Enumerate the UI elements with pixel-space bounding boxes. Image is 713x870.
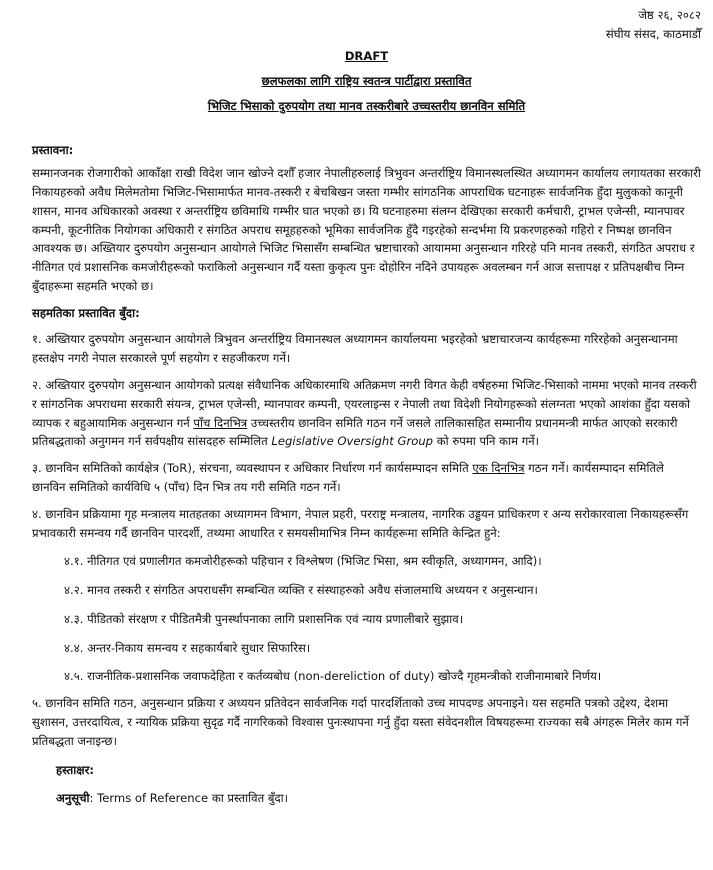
point-3-part-a: ३. छानविन समितिको कार्यक्षेत्र (ToR), संरचना, व्यवस्थापन र अधिकार निर्धारण गर्न कार्यसम्पादन समिति [32,461,473,476]
sub-point-4-2: ४.२. मानव तस्करी र संगठित अपराधसँग सम्बन्धित व्यक्ति र संस्थाहरुको अवैध संजालमाथि अध्ययन र अनुसन्धान। [64,583,538,598]
point-2-part-a: २. अख्तियार दुरुपयोग अनुसन्धान आयोगको प्रत्यक्ष संवैधानिक अधिकारमाथि अतिक्रमण नगरी विगत केही वर्षहरुमा भिजिट-भिसाको नाममा भएको मानव तस्करी र सांगठनिक अपराधमा सरकारी संयन्त्र, ट्राभल एजेन्सी, म्यानपावर कम्पनी, एयरलाइन्स र नेपाली तथा विदेशी नियोगहरूको संलग्नता भएको आशंका हुँदा यसको व्यापक र बहुआयामिक अनुसन्धान गर्न [32,378,697,430]
sub-point-4-1: ४.१. नीतिगत एवं प्रणालीगत कमजोरीहरूको पहिचान र विश्लेषण (भिजिट भिसा, श्रम स्वीकृति, अध्यागमन, आदि)। [64,554,542,569]
point-2-text [32,376,701,451]
agreement-point-5 [32,694,701,750]
agreement-point-4 [32,505,701,543]
sub-point-4-5: ४.५. राजनीतिक-प्रशासनिक जवाफदेहिता र कर्तव्यबोध (non-dereliction of duty) खोज्दै गृहमन्त्रीको राजीनामाबारे निर्णय। [64,669,602,684]
agreement-point-1 [32,330,701,368]
draft-label: DRAFT [344,49,389,64]
signature-label: हस्ताक्षर: [56,762,94,777]
preamble-paragraph [32,164,701,295]
point-3-deadline: एक दिनभित्र [472,461,525,476]
point-2-deadline: पाँच दिनभित्र [193,415,248,430]
point-3-part-b: गठन गर्ने। कार्यसम्पादन समितिले छानविन समितिको कार्यविधि ५ (पाँच) दिन भित्र तय गरी समिति गठन गर्ने। [32,461,664,494]
annex-line [56,789,701,808]
sub-point-4-4: ४.४. अन्तर-निकाय समन्वय र सहकार्यबारे सुधार सिफारिस। [64,640,311,655]
preamble-heading: प्रस्तावना: [32,143,74,158]
point-2-part-c: को रुपमा पनि काम गर्ने। [433,434,540,449]
annex-label: अनुसूची [56,791,90,806]
preamble-text: सम्मानजनक रोजगारीको आकाँक्षा राखी विदेश जान खोज्ने दशौँ हजार नेपालीहरुलाई त्रिभुवन अन्तर्राष्ट्रिय विमानस्थलस्थित अध्यागमन कार्यालय लगायतका सरकारी निकायहरुको अवैध मिलेमतोमा भिजिट-भिसामार्फत मानव-तस्करी र बेचबिखन जस्ता गम्भीर सांगठनिक आपराधिक घटनाहरू सार्वजनिक हुँदा मुलुकको कानूनी शासन, मानव अधिकारको अवस्था र अन्तर्राष्ट्रिय छविमाथि गम्भीर घात भएको छ। यि घटनाहरुमा संलग्न देखिएका सरकारी कर्मचारी, ट्राभल एजेन्सी, म्यानपावर कम्पनी, कूटनीतिक नियोगका अधिकारी र संगठित अपराध समूहहरुको भूमिका सार्वजनिक हुँदै गइरहेको सन्दर्भमा यि प्रकरणहरुको गहिरो र निष्पक्ष छानविन आवश्यक छ। अख्तियार दुरुपयोग अनुसन्धान आयोगले भिजिट भिसासँग सम्बन्धित भ्रष्टाचारको आयाममा अनुसन्धान गरिरहे पनि मानव तस्करी, संगठित अपराध र नीतिगत एवं प्रशासनिक कमजोरीहरूको फराकिलो अनुसन्धान गर्दै यस्ता कुकृत्य पुनः दोहोरिन नदिने उपायहरू अवलम्बन गर्न आज सत्तापक्ष र प्रतिपक्षबीच निम्न बुँदाहरूमा सहमति भएको छ। [32,166,701,293]
sub-point-4-3: ४.३. पीडितको संरक्षण र पीडितमैत्री पुनर्स्थापनाका लागि प्रशासनिक एवं न्याय प्रणालीबारे सुझाव। [64,611,464,626]
title-line-2: भिजिट भिसाको दुरुपयोग तथा मानव तस्करीबारे उच्चस्तरीय छानविन समिति [207,98,526,113]
point-2-part-b: उच्चस्तरीय छानविन समिति गठन गर्ने जसले तालिकासहित सम्मानीय प्रधानमन्त्री मार्फत आएको सरकारी प्रतिबद्धताको अनुगमन गर्न सर्वपक्षीय सांसदहरु सम्मिलित [32,415,678,449]
point-5-text: ५. छानविन समिति गठन, अनुसन्धान प्रक्रिया र अध्ययन प्रतिवेदन सार्वजनिक गर्दा पारदर्शिताको उच्च मापदण्ड अपनाइने। यस सहमति पत्रको उद्देश्य, देशमा सुशासन, उत्तरदायित्व, र न्यायिक प्रक्रिया सुदृढ गर्दै नागरिकको विश्वास पुनःस्थापना गर्नु हुँदा यस्ता संवेदनशील विषयहरूमा राज्यका सबै अंगहरू मिलेर काम गर्ने प्रतिबद्धता जनाइन्छ। [32,696,689,748]
document-place: संघीय संसद, काठमाडौँ [605,26,701,41]
agreement-point-2 [32,376,701,451]
agreement-point-3 [32,459,701,497]
point-3-text [32,459,701,497]
agreement-heading: सहमतिका प्रस्तावित बुँदा: [32,305,140,320]
title-line-1: छलफलका लागि राष्ट्रिय स्वतन्त्र पार्टीद्वारा प्रस्तावित [261,73,472,88]
document-header [32,6,701,43]
point-1-text: १. अख्तियार दुरुपयोग अनुसन्धान आयोगले त्रिभुवन अन्तर्राष्ट्रिय विमानस्थल अध्यागमन कार्यालयमा भइरहेको भ्रष्टाचारजन्य कार्यहरूमा गरिरहेको अनुसन्धानमा हस्तक्षेप नगरी नेपाल सरकारले पूर्ण सहयोग र सहजीकरण गर्ने। [32,332,678,366]
point-2-group-name: Legislative Oversight Group [271,434,434,449]
annex-text: : Terms of Reference का प्रस्तावित बुँदा। [89,791,289,806]
document-date: जेष्ठ २६, २०८२ [638,8,701,22]
point-4-text: ४. छानविन प्रक्रियामा गृह मन्त्रालय मातहतका अध्यागमन विभाग, नेपाल प्रहरी, परराष्ट्र मन्त्रालय, नागरिक उड्डयन प्राधिकरण र अन्य सरोकारवाला निकायहरूसँग प्रभावकारी समन्वय गर्दै छानविन पारदर्शी, तथ्यमा आधारित र समयसीमाभित्र निम्न कार्यहरूमा समिति केन्द्रित हुने: [32,506,689,540]
